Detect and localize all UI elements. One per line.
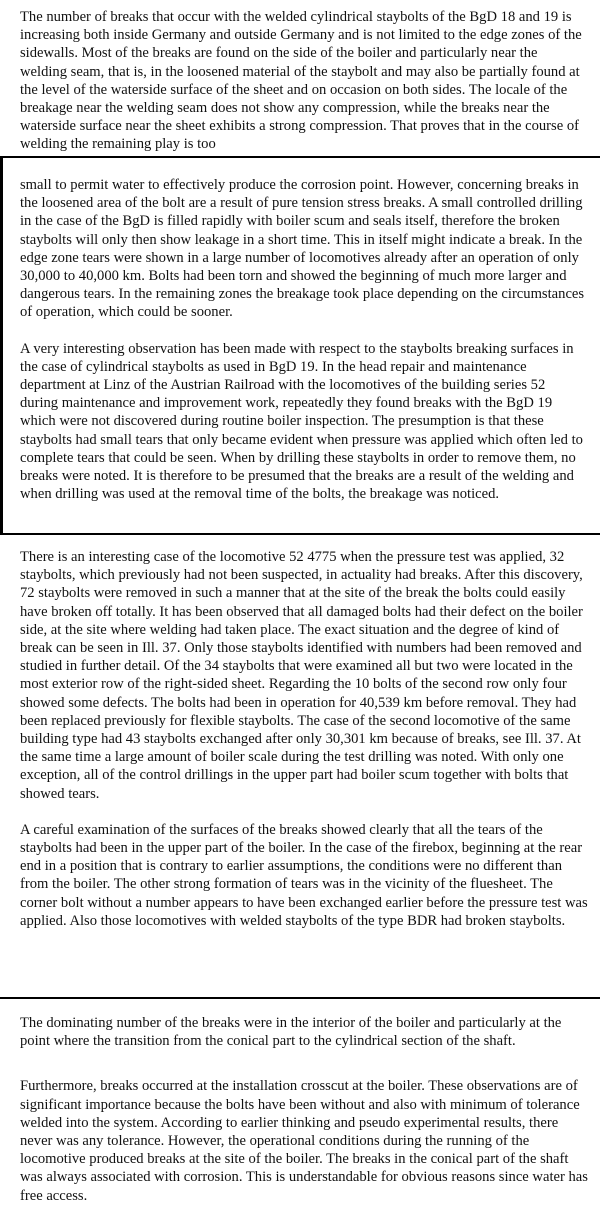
paragraph: The number of breaks that occur with the welded cylindrical staybolts of the BgD 18 and 19 is increasing both inside Germany and outside Germany and is not limited to the edge zones of the sidewalls. Most of the breaks are found on the side of the boiler and particularly near the welding seam, that is, in the loosened material of the staybolt and may also be partially found at the level of the waterside surface of the sheet and on occasion on both sides. The locale of the breakage near the welding seam does not show any compression, while the breaks near the waterside surface near the sheet exhibits a strong compression. That proves that in the course of welding the remaining play is too [20, 9, 582, 153]
paragraph: small to permit water to effectively produce the corrosion point. However, concerning breaks in the loosened area of the bolt are a result of pure tension stress breaks. A small controlled drilling in the case of the BgD is filled rapidly with boiler scum and seals itself, therefore the broken staybolts will only then show leakage in a short time. This in itself might indicate a break. In the edge zone tears were shown in a large number of locomotives already after an operation of only 30,000 to 40,000 km. Bolts had been torn and showed the beginning of much more larger and dangerous tears. In the remaining zones the breakage took place depending on the circumstances of operation, which could be sooner. [20, 177, 585, 321]
section-divider [0, 533, 600, 535]
text-block-3 [0, 548, 600, 930]
section-divider [0, 156, 600, 158]
paragraph: There is an interesting case of the locomotive 52 4775 when the pressure test was applied, 32 staybolts, which previously had not been suspected, in actuality had breaks. After this discovery, 72 staybolts were removed in such a manner that at the site of the break the bolts could easily have broken off totally. It has been observed that all damaged bolts had their defect on the boiler side, at the site where welding had taken place. The exact situation and the degree of kind of break can be seen in Ill. 37. Only those staybolts identified with numbers had been removed and studied in further detail. Of the 34 staybolts that were examined all but two were located in the most exterior row of the right-sided sheet. Regarding the 10 bolts of the second row only four showed some defects. The bolts had been in operation for 40,539 km before removal. They had been replaced previously for flexible staybolts. The case of the second locomotive of the same building type had 43 staybolts exchanged after only 30,301 km because of breaks, see Ill. 37. At the same time a large amount of boiler scale during the test drilling was noted. With only one exception, all of the control drillings in the upper part had boiler scum together with bolts that showed tears. [20, 549, 583, 802]
text-block-4 [0, 1014, 600, 1205]
section-divider [0, 997, 600, 999]
paragraph: A careful examination of the surfaces of the breaks showed clearly that all the tears of the staybolts had been in the upper part of the boiler. In the case of the firebox, beginning at the rear end in a position that is contrary to earlier assumptions, the conditions were no different than from the boiler. The other strong formation of tears was in the vicinity of the fluesheet. The corner bolt without a number appears to have been exchanged earlier before the pressure test was applied. Also those locomotives with welded staybolts of the type BDR had broken staybolts. [20, 821, 588, 929]
text-block-2 [0, 176, 600, 503]
paragraph: A very interesting observation has been made with respect to the staybolts breaking surfaces in the case of cylindrical staybolts as used in BgD 19. In the head repair and maintenance department at Linz of the Austrian Railroad with the locomotives of the building series 52 during maintenance and improvement work, repeatedly they found breaks with the BgD 19 which were not discovered during routine boiler inspection. The presumption is that these staybolts had small tears that only became evident when pressure was applied which often led to complete tears that could be seen. When by drilling these staybolts in order to remove them, no breaks were noted. It is therefore to be presumed that the breaks are a result of the welding and when drilling was used at the removal time of the bolts, the breakage was noticed. [20, 340, 583, 503]
paragraph: The dominating number of the breaks were in the interior of the boiler and particularly at the point where the transition from the conical part to the cylindrical section of the shaft. [20, 1015, 562, 1050]
paragraph: Furthermore, breaks occurred at the installation crosscut at the boiler. These observations are of significant importance because the bolts have been without and also with minimum of tolerance welded into the system. According to earlier thinking and pseudo experimental results, there never was any tolerance. However, the operational conditions during the running of the locomotive produced breaks at the site of the boiler. The breaks in the conical part of the shaft was always associated with corrosion. This is understandable for obvious reasons since water has free access. [20, 1078, 588, 1204]
text-block-1 [0, 8, 600, 154]
